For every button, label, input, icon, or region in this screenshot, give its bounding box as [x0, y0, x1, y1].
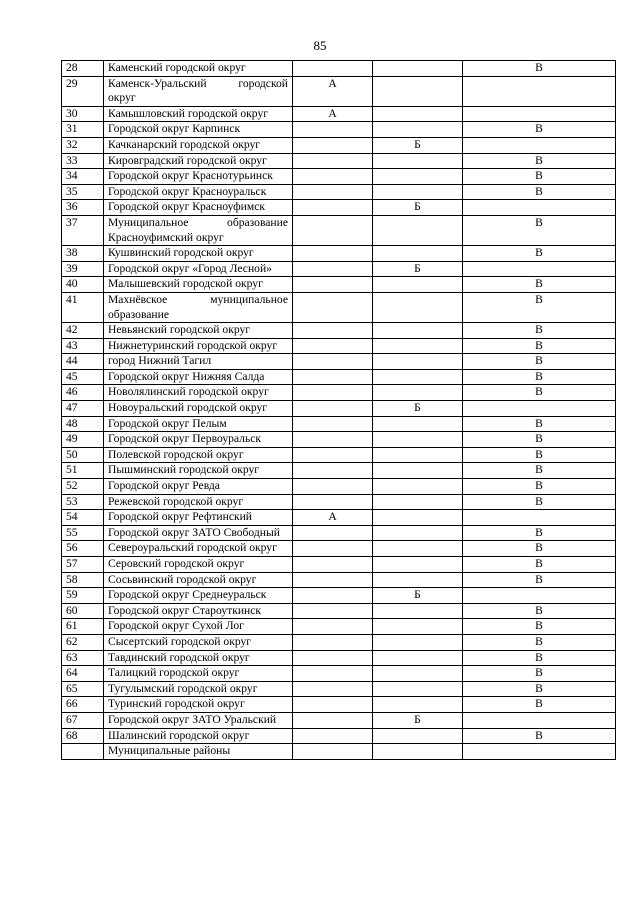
row-number: 45: [62, 369, 104, 385]
category-b-cell: [373, 338, 463, 354]
table-row: [62, 401, 616, 417]
row-number: 42: [62, 323, 104, 339]
table-row: [62, 169, 616, 185]
table-row: [62, 200, 616, 216]
category-v-cell: В: [463, 603, 616, 619]
row-number: 28: [62, 61, 104, 77]
category-v-cell: В: [463, 61, 616, 77]
table-row: [62, 106, 616, 122]
municipality-name: Городской округ ЗАТО Свободный: [104, 525, 293, 541]
category-b-cell: [373, 525, 463, 541]
municipality-name: Городской округ Первоуральск: [104, 432, 293, 448]
table-row: [62, 292, 616, 322]
municipality-name: Малышевский городской округ: [104, 277, 293, 293]
category-b-cell: [373, 323, 463, 339]
row-number: 68: [62, 728, 104, 744]
category-a-cell: [293, 338, 373, 354]
category-b-cell: [373, 432, 463, 448]
table-row: [62, 650, 616, 666]
table-row: [62, 122, 616, 138]
category-b-cell: [373, 697, 463, 713]
municipality-name: Качканарский городской округ: [104, 137, 293, 153]
category-a-cell: [293, 634, 373, 650]
table-row: [62, 634, 616, 650]
row-number: 35: [62, 184, 104, 200]
row-number: 58: [62, 572, 104, 588]
category-a-cell: [293, 184, 373, 200]
category-v-cell: В: [463, 369, 616, 385]
table-row: [62, 323, 616, 339]
category-a-cell: [293, 261, 373, 277]
row-number: 51: [62, 463, 104, 479]
category-a-cell: [293, 401, 373, 417]
category-v-cell: В: [463, 697, 616, 713]
category-b-cell: [373, 681, 463, 697]
category-v-cell: В: [463, 169, 616, 185]
table-row: [62, 76, 616, 106]
category-a-cell: [293, 666, 373, 682]
row-number: 57: [62, 557, 104, 573]
category-v-cell: В: [463, 246, 616, 262]
category-v-cell: В: [463, 681, 616, 697]
table-row: [62, 728, 616, 744]
table-row: [62, 61, 616, 77]
table-row: [62, 153, 616, 169]
category-b-cell: [373, 603, 463, 619]
category-v-cell: В: [463, 277, 616, 293]
category-a-cell: [293, 432, 373, 448]
municipality-name: Городской округ Сухой Лог: [104, 619, 293, 635]
category-v-cell: [463, 712, 616, 728]
category-v-cell: В: [463, 447, 616, 463]
table-row: [62, 681, 616, 697]
category-v-cell: В: [463, 619, 616, 635]
category-b-cell: [373, 153, 463, 169]
page-number: 85: [313, 38, 327, 53]
table-row: [62, 557, 616, 573]
category-b-cell: [373, 447, 463, 463]
category-v-cell: В: [463, 292, 616, 322]
municipality-name: Городской округ Нижняя Салда: [104, 369, 293, 385]
category-a-cell: [293, 169, 373, 185]
category-b-cell: [373, 541, 463, 557]
municipality-name: Махнёвское муниципальное образование: [104, 292, 293, 322]
table-row: [62, 525, 616, 541]
category-b-cell: Б: [373, 588, 463, 604]
category-v-cell: В: [463, 153, 616, 169]
table-row: [62, 603, 616, 619]
row-number: 40: [62, 277, 104, 293]
municipality-name: Серовский городской округ: [104, 557, 293, 573]
category-v-cell: В: [463, 463, 616, 479]
table-row: [62, 712, 616, 728]
row-number: 52: [62, 479, 104, 495]
category-v-cell: В: [463, 525, 616, 541]
category-a-cell: [293, 463, 373, 479]
row-number: 33: [62, 153, 104, 169]
row-number: 37: [62, 215, 104, 245]
municipality-name: Талицкий городской округ: [104, 666, 293, 682]
category-v-cell: [463, 744, 616, 760]
category-v-cell: В: [463, 479, 616, 495]
table-row: [62, 697, 616, 713]
municipality-name: Пышминский городской округ: [104, 463, 293, 479]
category-a-cell: [293, 122, 373, 138]
table-row: [62, 572, 616, 588]
table-row: [62, 246, 616, 262]
category-a-cell: [293, 697, 373, 713]
municipality-name: Городской округ Ревда: [104, 479, 293, 495]
table-row: [62, 541, 616, 557]
category-b-cell: [373, 557, 463, 573]
municipality-name: Городской округ ЗАТО Уральский: [104, 712, 293, 728]
category-b-cell: [373, 416, 463, 432]
row-number: [62, 744, 104, 760]
category-b-cell: Б: [373, 261, 463, 277]
municipality-name: Городской округ Карпинск: [104, 122, 293, 138]
row-number: 34: [62, 169, 104, 185]
municipality-name: Тавдинский городской округ: [104, 650, 293, 666]
table-row: [62, 619, 616, 635]
category-a-cell: [293, 728, 373, 744]
category-v-cell: [463, 76, 616, 106]
municipality-name: Режевской городской округ: [104, 494, 293, 510]
category-a-cell: [293, 215, 373, 245]
municipality-name: Городской округ Краснотурьинск: [104, 169, 293, 185]
row-number: 39: [62, 261, 104, 277]
category-b-cell: [373, 369, 463, 385]
category-v-cell: В: [463, 323, 616, 339]
municipality-name: Кушвинский городской округ: [104, 246, 293, 262]
category-a-cell: А: [293, 510, 373, 526]
row-number: 56: [62, 541, 104, 557]
category-b-cell: [373, 292, 463, 322]
category-a-cell: А: [293, 76, 373, 106]
category-b-cell: [373, 354, 463, 370]
category-v-cell: В: [463, 184, 616, 200]
municipality-name: Сысертский городской округ: [104, 634, 293, 650]
municipality-name: Камышловский городской округ: [104, 106, 293, 122]
row-number: 49: [62, 432, 104, 448]
municipality-name: город Нижний Тагил: [104, 354, 293, 370]
category-b-cell: [373, 650, 463, 666]
category-b-cell: [373, 106, 463, 122]
row-number: 47: [62, 401, 104, 417]
table-row: [62, 215, 616, 245]
category-b-cell: [373, 184, 463, 200]
table-row: [62, 369, 616, 385]
category-a-cell: [293, 323, 373, 339]
row-number: 63: [62, 650, 104, 666]
municipality-name: Новолялинский городской округ: [104, 385, 293, 401]
municipality-name: Кировградский городской округ: [104, 153, 293, 169]
category-a-cell: [293, 385, 373, 401]
table-row: [62, 338, 616, 354]
category-b-cell: [373, 215, 463, 245]
row-number: 53: [62, 494, 104, 510]
municipality-name: Полевской городской округ: [104, 447, 293, 463]
table-row: [62, 277, 616, 293]
municipality-name: Нижнетуринский городской округ: [104, 338, 293, 354]
category-b-cell: [373, 494, 463, 510]
row-number: 30: [62, 106, 104, 122]
row-number: 50: [62, 447, 104, 463]
category-a-cell: [293, 369, 373, 385]
category-v-cell: В: [463, 416, 616, 432]
category-b-cell: [373, 744, 463, 760]
category-v-cell: В: [463, 541, 616, 557]
category-a-cell: [293, 292, 373, 322]
table-row: [62, 588, 616, 604]
row-number: 60: [62, 603, 104, 619]
category-a-cell: [293, 681, 373, 697]
category-v-cell: [463, 401, 616, 417]
table-row: [62, 184, 616, 200]
category-a-cell: [293, 137, 373, 153]
category-b-cell: [373, 169, 463, 185]
category-b-cell: [373, 463, 463, 479]
municipality-name: Каменский городской округ: [104, 61, 293, 77]
category-v-cell: В: [463, 494, 616, 510]
municipality-name: Муниципальное образование Красноуфимский округ: [104, 215, 293, 245]
category-a-cell: [293, 479, 373, 495]
table-row: [62, 510, 616, 526]
table-row: [62, 354, 616, 370]
category-b-cell: [373, 619, 463, 635]
row-number: 44: [62, 354, 104, 370]
category-v-cell: [463, 200, 616, 216]
category-v-cell: В: [463, 728, 616, 744]
table-row: [62, 261, 616, 277]
category-v-cell: [463, 137, 616, 153]
category-a-cell: [293, 525, 373, 541]
category-b-cell: [373, 479, 463, 495]
municipality-name: Городской округ Среднеуральск: [104, 588, 293, 604]
municipality-name: Невьянский городской округ: [104, 323, 293, 339]
row-number: 41: [62, 292, 104, 322]
municipality-name: Тугулымский городской округ: [104, 681, 293, 697]
category-a-cell: [293, 416, 373, 432]
municipality-name: Городской округ «Город Лесной»: [104, 261, 293, 277]
table-row: [62, 494, 616, 510]
row-number: 67: [62, 712, 104, 728]
category-a-cell: [293, 619, 373, 635]
municipality-name: Шалинский городской округ: [104, 728, 293, 744]
row-number: 43: [62, 338, 104, 354]
category-b-cell: Б: [373, 200, 463, 216]
row-number: 36: [62, 200, 104, 216]
category-v-cell: [463, 106, 616, 122]
table-row: [62, 666, 616, 682]
category-v-cell: В: [463, 385, 616, 401]
row-number: 65: [62, 681, 104, 697]
municipality-name: Муниципальные районы: [104, 744, 293, 760]
category-a-cell: [293, 494, 373, 510]
category-a-cell: [293, 572, 373, 588]
row-number: 66: [62, 697, 104, 713]
category-v-cell: В: [463, 666, 616, 682]
category-a-cell: [293, 246, 373, 262]
municipality-table: [61, 60, 616, 760]
municipality-name: Каменск-Уральский городской округ: [104, 76, 293, 106]
category-b-cell: [373, 246, 463, 262]
category-a-cell: [293, 447, 373, 463]
category-v-cell: В: [463, 557, 616, 573]
category-b-cell: [373, 666, 463, 682]
category-v-cell: [463, 261, 616, 277]
category-v-cell: В: [463, 354, 616, 370]
row-number: 64: [62, 666, 104, 682]
category-b-cell: Б: [373, 712, 463, 728]
row-number: 59: [62, 588, 104, 604]
category-b-cell: [373, 728, 463, 744]
municipality-name: Городской округ Рефтинский: [104, 510, 293, 526]
category-a-cell: [293, 277, 373, 293]
category-v-cell: В: [463, 650, 616, 666]
category-b-cell: [373, 634, 463, 650]
municipality-name: Городской округ Красноуфимск: [104, 200, 293, 216]
category-b-cell: [373, 277, 463, 293]
row-number: 62: [62, 634, 104, 650]
row-number: 54: [62, 510, 104, 526]
category-b-cell: [373, 385, 463, 401]
row-number: 48: [62, 416, 104, 432]
category-a-cell: [293, 61, 373, 77]
category-v-cell: В: [463, 634, 616, 650]
category-b-cell: [373, 510, 463, 526]
category-v-cell: [463, 588, 616, 604]
row-number: 46: [62, 385, 104, 401]
municipality-name: Сосьвинский городской округ: [104, 572, 293, 588]
municipality-name: Туринский городской округ: [104, 697, 293, 713]
category-a-cell: [293, 153, 373, 169]
category-a-cell: [293, 354, 373, 370]
category-a-cell: [293, 712, 373, 728]
category-b-cell: [373, 61, 463, 77]
municipality-name: Новоуральский городской округ: [104, 401, 293, 417]
row-number: 31: [62, 122, 104, 138]
category-v-cell: [463, 510, 616, 526]
table-row: [62, 479, 616, 495]
category-a-cell: [293, 744, 373, 760]
category-a-cell: [293, 541, 373, 557]
category-a-cell: [293, 588, 373, 604]
table-row: [62, 744, 616, 760]
table-row: [62, 463, 616, 479]
category-b-cell: Б: [373, 137, 463, 153]
municipality-name: Городской округ Староуткинск: [104, 603, 293, 619]
category-v-cell: В: [463, 432, 616, 448]
category-b-cell: [373, 76, 463, 106]
category-v-cell: В: [463, 338, 616, 354]
category-a-cell: [293, 200, 373, 216]
row-number: 55: [62, 525, 104, 541]
table-row: [62, 416, 616, 432]
row-number: 32: [62, 137, 104, 153]
category-b-cell: [373, 122, 463, 138]
table-row: [62, 447, 616, 463]
category-v-cell: В: [463, 215, 616, 245]
category-a-cell: [293, 650, 373, 666]
municipality-name: Городской округ Пелым: [104, 416, 293, 432]
table-row: [62, 137, 616, 153]
row-number: 29: [62, 76, 104, 106]
row-number: 61: [62, 619, 104, 635]
municipality-name: Городской округ Красноуральск: [104, 184, 293, 200]
table-row: [62, 385, 616, 401]
category-v-cell: В: [463, 572, 616, 588]
category-a-cell: [293, 557, 373, 573]
table-row: [62, 432, 616, 448]
category-a-cell: А: [293, 106, 373, 122]
municipality-name: Североуральский городской округ: [104, 541, 293, 557]
category-b-cell: Б: [373, 401, 463, 417]
row-number: 38: [62, 246, 104, 262]
category-a-cell: [293, 603, 373, 619]
category-v-cell: В: [463, 122, 616, 138]
category-b-cell: [373, 572, 463, 588]
